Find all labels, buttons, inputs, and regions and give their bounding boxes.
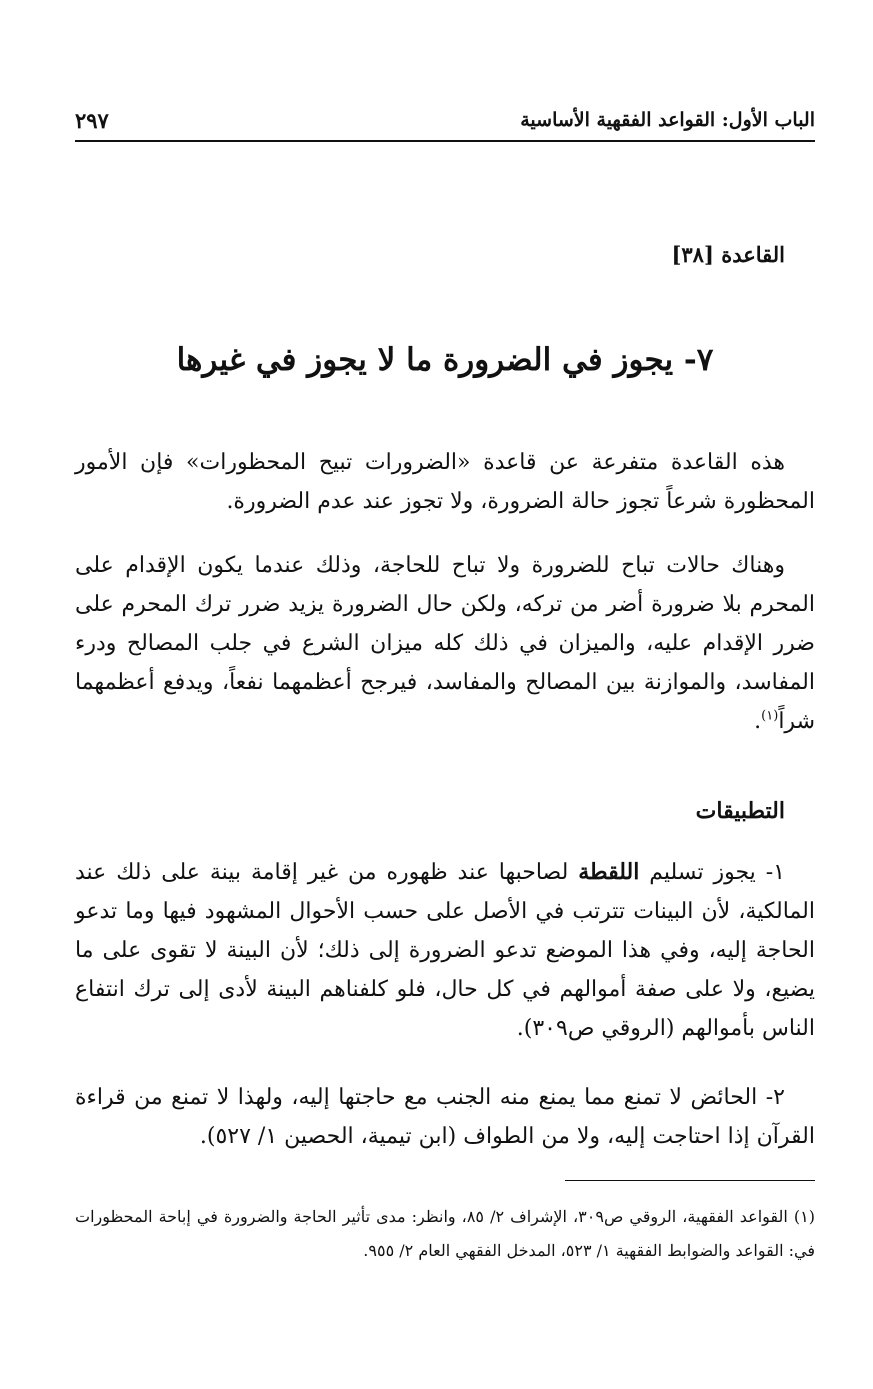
rule-label-text: القاعدة [721,242,785,267]
application-keyword: اللقطة [578,859,640,885]
page-title: ٧- يجوز في الضرورة ما لا يجوز في غيرها [176,342,714,378]
application-text-after: لصاحبها عند ظهوره من غير إقامة بينة على ذلك عند المالكية، لأن البينات تترتب في الأصل على حسب الأحوال المشهود فيها وما تدعو الحاجة إليه، وفي هذا الموضع تدعو الضرورة إلى ذلك؛ لأن البينة لا تقوى على ما يضيع، ولا على صفة أموالهم في كل حال، فلو كلفناهم البينة لأدى إلى ترك انتفاع الناس بأموالهم (الروقي ص٣٠٩). [75,860,815,1041]
chapter-title: الباب الأول: القواعد الفقهية الأساسية [520,109,815,131]
applications-heading: التطبيقات [695,798,785,824]
footnote [75,1200,815,1268]
paragraph-end-mark: . [754,709,762,734]
application-item-1 [75,853,815,1048]
running-header [75,102,815,138]
application-number: ٢- [765,1085,785,1110]
application-number: ١- [765,860,785,885]
application-text: الحائض لا تمنع مما يمنع منه الجنب مع حاجتها إليه، ولهذا لا تمنع من قراءة القرآن إذا احتاجت إليه، ولا من الطواف (ابن تيمية، الحصين ١/ ٥٢٧). [75,1085,815,1149]
footnote-marker: (١) [793,1207,815,1226]
footnote-text: القواعد الفقهية، الروقي ص٣٠٩، الإشراف ٢/ ٨٥، وانظر: مدى تأثير الحاجة والضرورة في إباحة المحظورات في: القواعد والضوابط الفقهية ١/ ٥٢٣، المدخل الفقهي العام ٢/ ٩٥٥. [75,1207,815,1260]
rule-label [671,242,785,267]
page-number: ٢٩٧ [75,107,109,133]
application-text-before: يجوز تسليم [649,860,756,885]
rule-number: [٣٨] [671,242,714,267]
paragraph-intro: هذه القاعدة متفرعة عن قاعدة «الضرورات تبيح المحظورات» فإن الأمور المحظورة شرعاً تجوز حالة الضرورة، ولا تجوز عند عدم الضرورة. [75,450,815,514]
header-divider [75,140,815,142]
application-item-2 [75,1078,815,1156]
paragraph-explanation-text: وهناك حالات تباح للضرورة ولا تباح للحاجة، وذلك عندما يكون الإقدام على المحرم بلا ضرورة أضر من تركه، ولكن حال الضرورة يزيد ضرر ترك المحرم على ضرر الإقدام عليه، والميزان في ذلك كله ميزان الشرع في جلب المصالح ودرء المفاسد، والموازنة بين المصالح والمفاسد، فيرجح أعظمهما نفعاً، ويدفع أعظمهما شراً [75,553,815,734]
paragraph-explanation [75,546,815,741]
footnote-reference[interactable]: (١) [761,708,779,724]
footnote-divider [565,1180,815,1181]
